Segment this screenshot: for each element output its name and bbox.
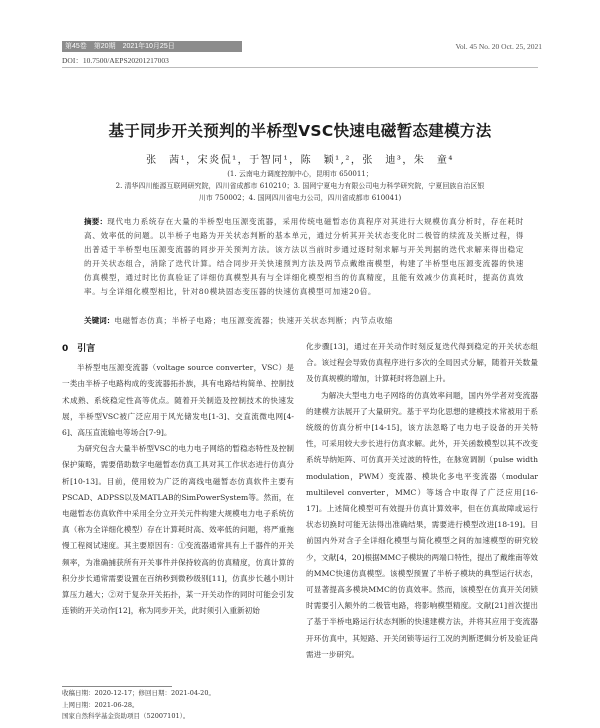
doi: DOI：10.7500/AEPS20201217003 xyxy=(62,56,169,65)
abstract xyxy=(84,215,524,299)
footnote-funding: 国家自然科学基金资助项目（52007101）。 xyxy=(62,712,190,720)
authors: 张 茜¹，宋炎侃¹，于智同¹，陈 颖¹,²，张 迪³，朱 童⁴ xyxy=(146,155,454,166)
page-title: 基于同步开关预判的半桥型VSC快速电磁暂态建模方法 xyxy=(108,122,492,140)
paragraph: 为研究包含大量半桥型VSC的电力电子网络的暂稳态特性及控制保护策略，需要借助数字电磁暂态仿真工具对其工作状态进行仿真分析[10-13]。目前，使用较为广泛的离线电磁暂态仿真软件主要有PSCAD、ADPSS以及MATLAB的SimPowerSystem等。然而，在电磁暂态仿真软件中采用全分立开关元件构建大规模电力电子系统仿真（称为全详细化模型）存在计算耗时高、效率低的问题，将严重拖慢工程阅试速度。其主要原因有：①变流器通常具有上千器件的开关频率，为准确捕获所有开关事件并保持较高的仿真精度，仿真计算的积分步长通常需要设置在百纳秒到微秒级别[11]，仿真步长越小则计算压力越大；②对于复杂开关拓扑，某一开关动作的同时可能会引发连锁的开关动作[12]，称为同步开关，此时须引入重新初始 xyxy=(62,444,294,616)
section-heading: 0 引言 xyxy=(62,344,96,354)
abstract-label: 摘要： xyxy=(84,217,108,226)
paragraph: 半桥型电压源变流器（voltage source converter，VSC）是一类由半桥子电路构成的变流器拓扑族，具有电路结构简单、控制技术成熟、系统稳定性高等优点。随着开关制造及控制技术的快速发展，半桥型VSC被广泛应用于风光储发电[1-3]、交直流微电网[4-6]、高压直流输电等场合[7-9]。 xyxy=(62,363,294,438)
abstract-text: 现代电力系统存在大量的半桥型电压源变流器，采用传统电磁暂态仿真程序对其进行大规模仿真分析时，存在耗时高、效率低的问题。以半桥子电路为开关状态判断的基本单元，通过分析其开关状态变化时二极管的续流及关断过程，得出普适于半桥型电压源变流器的同步开关预判方法。该方法以当前时步通过逐时刻求解与开关判据的迭代求解来得出稳定的开关状态组合，消除了迭代计算。结合同步开关快速预判方法及两节点戴维南模型，构建了半桥型电压源变流器的快速仿真模型，通过时比仿真验证了详细仿真模型具有与全详细化模型相当的仿真精度，且能有效减少仿真耗时，提高仿真效率。与全详细化模型相比，针对80模块固态变压器的快速仿真模型可加速20倍。 xyxy=(84,217,524,296)
footnote-rule xyxy=(62,686,172,687)
footnote-received: 收稿日期：2020-12-17；修回日期：2021-04-20。 xyxy=(62,689,215,697)
keywords-label: 关键词： xyxy=(84,316,115,325)
issue-info: 第45卷 第20期 2021年10月25日 xyxy=(62,41,242,52)
paragraph: 化步骤[13]，通过在开关动作时刻反复迭代得到稳定的开关状态组合。该过程会导致仿真程序进行多次的全局因式分解，随着开关数量及仿真规模的增加，计算耗时将急剧上升。 xyxy=(306,342,538,384)
paragraph: 为解决大型电力电子网络的仿真效率问题，国内外学者对变流器的建模方法展开了大量研究。基于平均化思想的建模技术常被用于系统级的仿真分析中[14-15]，该方法忽略了电力电子设备的开关特性，可采用较大步长进行仿真求解。此外，开关函数模型以其不改变系统导纳矩阵、可仿真开关过波的特性，在脉宽调制（pulse width modulation，PWM）变流器、模块化多电平变流器（modular multilevel converter，MMC）等场合中取得了广泛应用[16-17]。上述简化模型可有效提升仿真计算效率，但在仿真故障或运行状态切换时可能无法得出准确结果，需要进行模型改进[18-19]。目前国内外对含子全详细化模型与简化模型之间的加速模型的研究较少，文献[4，20]根据MMC子模块的两端口特性，提出了戴维南等效的MMC快速仿真模型。该模型预置了半桥子模块的典型运行状态，可显著提高多模块MMC的仿真效率。然而，该模型在仿真开关闭锁时需要引入额外的二极管电路，将影响模型精度。文献[21]首次提出了基于半桥电路运行状态判断的快速建模方法，并将其应用于变流器开环仿真中，其短路、开关闭锁等运行工况的判断逻辑分析及验证尚需进一步研究。 xyxy=(306,390,538,659)
right-column xyxy=(306,339,538,663)
left-column xyxy=(62,339,294,619)
affiliation-line-1: (1. 云南电力调度控制中心，昆明市 650011； xyxy=(227,170,373,178)
keywords xyxy=(84,314,524,328)
issue-info-en: Vol. 45 No. 20 Oct. 25, 2021 xyxy=(455,42,542,51)
footnotes xyxy=(62,688,294,723)
footnote-online: 上网日期：2021-06-28。 xyxy=(62,700,139,709)
keywords-text: 电磁暂态仿真；半桥子电路；电压源变流器；快速开关状态判断；内节点收缩 xyxy=(114,316,393,325)
affiliation-line-3: 川市 750002；4. 国网四川省电力公司，四川省成都市 610041) xyxy=(198,194,402,202)
affiliation-line-2: 2. 清华四川能源互联网研究院，四川省成都市 610210；3. 国网宁夏电力有限公司电力科学研究院，宁夏回族自治区银 xyxy=(115,182,485,190)
journal-header xyxy=(62,41,542,52)
header-rule xyxy=(62,67,538,68)
